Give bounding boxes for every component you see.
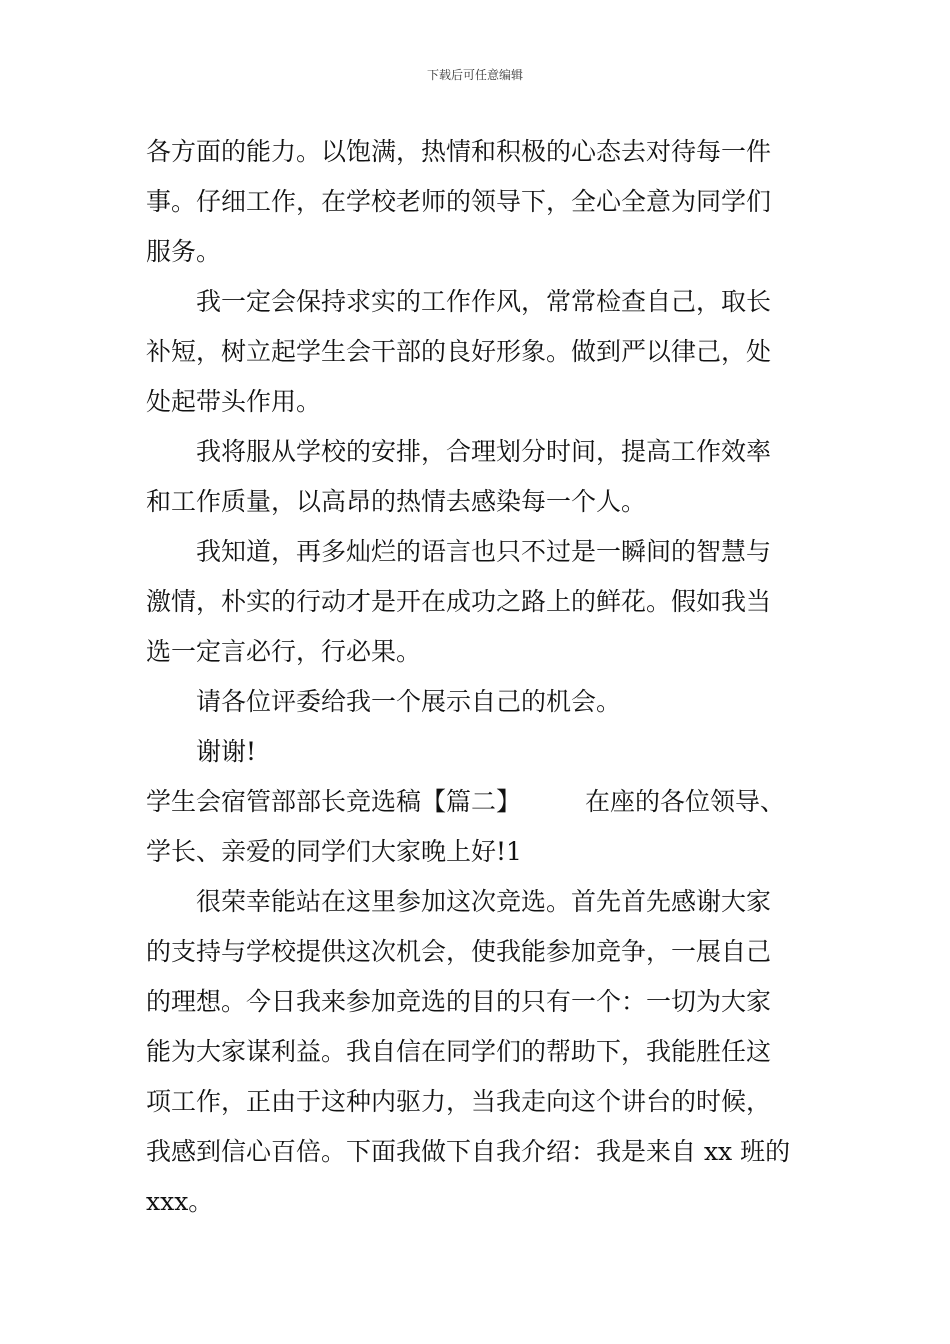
text-line: 项工作，正由于这种内驱力，当我走向这个讲台的时候，	[146, 1087, 772, 1116]
text-line: 我将服从学校的安排，合理划分时间，提高工作效率	[196, 437, 772, 466]
text-line: 事。仔细工作，在学校老师的领导下，全心全意为同学们	[146, 187, 772, 216]
text-line: 请各位评委给我一个展示自己的机会。	[196, 687, 622, 716]
text-line: 的支持与学校提供这次机会，使我能参加竞争，一展自己	[146, 937, 772, 966]
text-line: 和工作质量，以高昂的热情去感染每一个人。	[146, 487, 647, 516]
text-line: 谢谢!	[196, 737, 257, 766]
section-heading-line	[146, 777, 810, 827]
text-line: 补短，树立起学生会干部的良好形象。做到严以律己，处	[146, 337, 772, 366]
text-line: 能为大家谋利益。我自信在同学们的帮助下，我能胜任这	[146, 1037, 772, 1066]
text-line: 服务。	[146, 237, 222, 266]
section-title: 学生会宿管部部长竞选稿【篇二】	[146, 787, 522, 816]
text-line: 我一定会保持求实的工作作风，常常检查自己，取长	[196, 287, 772, 316]
text-line: 选一定言必行，行必果。	[146, 637, 422, 666]
text-line: 学长、亲爱的同学们大家晚上好!1	[146, 837, 522, 866]
text-line: 激情，朴实的行动才是开在成功之路上的鲜花。假如我当	[146, 587, 772, 616]
text-line: 处起带头作用。	[146, 387, 322, 416]
text-line: 的理想。今日我来参加竞选的目的只有一个：一切为大家	[146, 987, 772, 1016]
text-line: 各方面的能力。以饱满，热情和积极的心态去对待每一件	[146, 137, 772, 166]
text-line: 我感到信心百倍。下面我做下自我介绍：我是来自 xx 班的	[146, 1137, 791, 1166]
text-line: 我知道，再多灿烂的语言也只不过是一瞬间的智慧与	[196, 537, 772, 566]
header-note: 下载后可任意编辑	[426, 68, 523, 82]
text-line: xxx。	[146, 1187, 214, 1216]
text-line: 很荣幸能站在这里参加这次竞选。首先首先感谢大家	[196, 887, 772, 916]
greeting-start: 在座的各位领导、	[585, 787, 786, 816]
document-body	[146, 127, 810, 1227]
